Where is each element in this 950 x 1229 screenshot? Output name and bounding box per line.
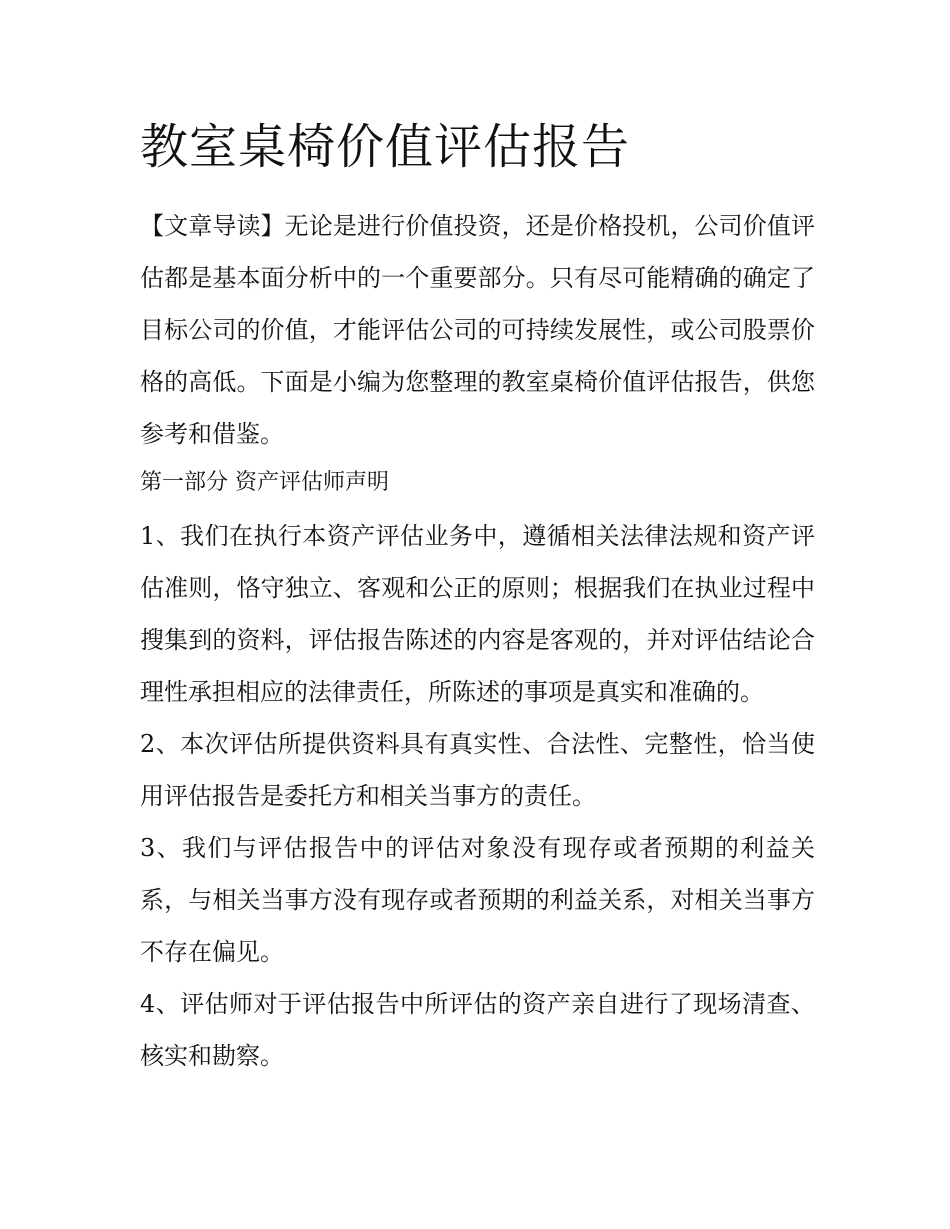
declaration-item-1: 1、我们在执行本资产评估业务中，遵循相关法律法规和资产评估准则，恪守独立、客观和公正的原则；根据我们在执业过程中搜集到的资料，评估报告陈述的内容是客观的，并对评估结论合理性承担相应的法律责任，所陈述的事项是真实和准确的。 (140, 522, 815, 706)
intro-paragraph: 【文章导读】无论是进行价值投资，还是价格投机，公司价值评估都是基本面分析中的一个重要部分。只有尽可能精确的确定了目标公司的价值，才能评估公司的可持续发展性，或公司股票价格的高低。下面是小编为您整理的教室桌椅价值评估报告，供您参考和借鉴。 (140, 212, 815, 448)
document-title: 教室桌椅价值评估报告 (140, 119, 631, 175)
declaration-item-3: 3、我们与评估报告中的评估对象没有现存或者预期的利益关系，与相关当事方没有现存或者预期的利益关系，对相关当事方不存在偏见。 (140, 834, 815, 966)
document-page (140, 112, 815, 1082)
declaration-item-4: 4、评估师对于评估报告中所评估的资产亲自进行了现场清查、核实和勘察。 (140, 990, 815, 1070)
section-heading: 第一部分 资产评估师声明 (140, 470, 389, 495)
declaration-item-2: 2、本次评估所提供资料具有真实性、合法性、完整性，恰当使用评估报告是委托方和相关当事方的责任。 (140, 730, 815, 810)
